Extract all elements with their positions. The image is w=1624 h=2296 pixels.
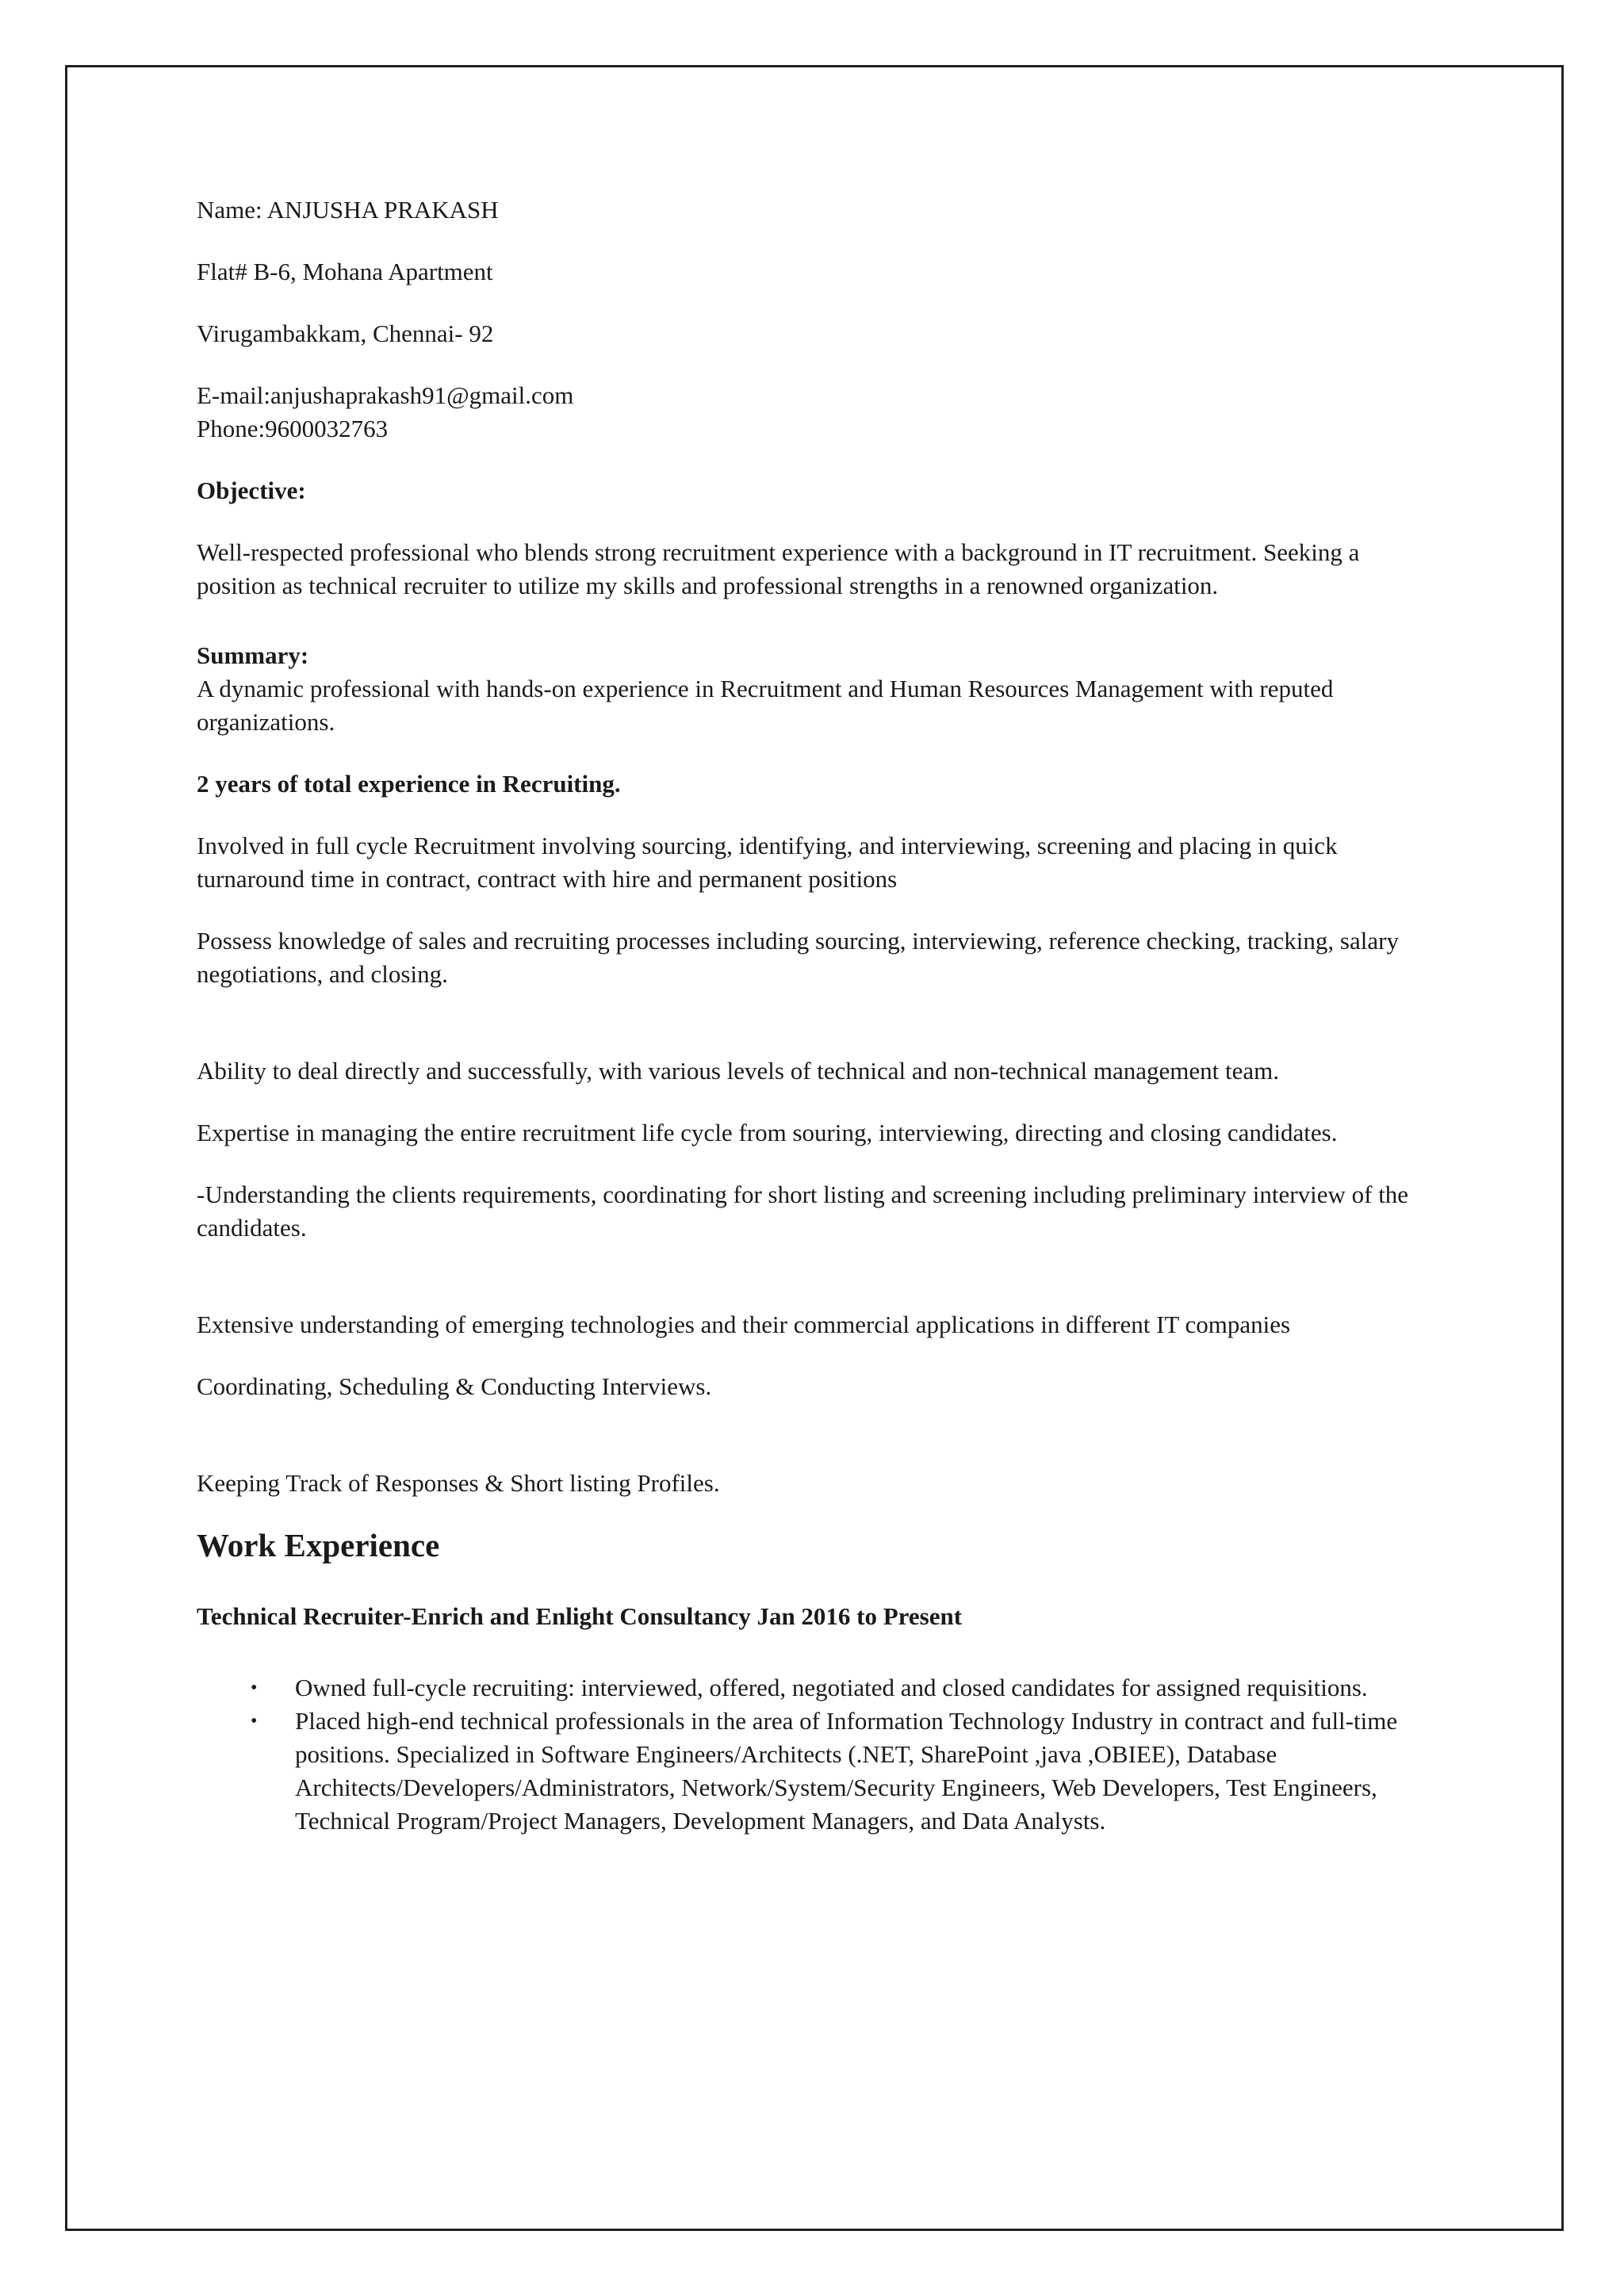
summary-point-8: Keeping Track of Responses & Short listing Profiles. [197, 1469, 720, 1497]
summary-point-2: Possess knowledge of sales and recruiting processes including sourcing, interviewing, reference checking, tracking, salary negotiations, and closing. [197, 927, 1399, 988]
job-bullet-text: Owned full-cycle recruiting: interviewed, offered, negotiated and closed candidates for assigned requisitions. [295, 1674, 1368, 1701]
email-line: E-mail:anjushaprakash91@gmail.com [197, 381, 574, 409]
summary-point-7: Coordinating, Scheduling & Conducting Interviews. [197, 1372, 712, 1400]
address-line-1: Flat# B-6, Mohana Apartment [197, 258, 493, 285]
job-bullet-list [197, 1671, 1434, 1838]
work-experience-heading: Work Experience [197, 1527, 440, 1563]
candidate-name: Name: ANJUSHA PRAKASH [197, 196, 499, 224]
summary-text: A dynamic professional with hands-on experience in Recruitment and Human Resources Management with reputed organizations. [197, 675, 1334, 736]
summary-heading: Summary: [197, 641, 309, 669]
summary-point-6: Extensive understanding of emerging technologies and their commercial applications in different IT companies [197, 1311, 1291, 1338]
bullet-icon: • [251, 1678, 258, 1698]
phone-line: Phone:9600032763 [197, 415, 389, 442]
job-bullet-text: Placed high-end technical professionals in the area of Information Technology Industry in contract and full-time positions. Specialized in Software Engineers/Architects (.NET, SharePoint ,java ,OBIEE), Database Architects/Developers/Administrators, Network/System/Security Engineers, Web Developers, Test Engineers, Technical Program/Project Managers, Development Managers, and Data Analysts. [295, 1707, 1398, 1835]
list-item [197, 1705, 1434, 1838]
list-item [197, 1671, 1434, 1705]
experience-total: 2 years of total experience in Recruiting. [197, 770, 621, 798]
summary-point-1: Involved in full cycle Recruitment involving sourcing, identifying, and interviewing, screening and placing in quick turnaround time in contract, contract with hire and permanent positions [197, 832, 1338, 893]
resume-body [197, 193, 1434, 1838]
summary-point-5: -Understanding the clients requirements, coordinating for short listing and screening including preliminary interview of the candidates. [197, 1181, 1409, 1242]
objective-text: Well-respected professional who blends strong recruitment experience with a background in IT recruitment. Seeking a position as technical recruiter to utilize my skills and professional strengths in a renowned organization. [197, 538, 1360, 599]
summary-point-4: Expertise in managing the entire recruitment life cycle from souring, interviewing, directing and closing candidates. [197, 1119, 1338, 1146]
bullet-icon: • [251, 1711, 258, 1732]
summary-point-3: Ability to deal directly and successfully, with various levels of technical and non-technical management team. [197, 1057, 1279, 1085]
job-title: Technical Recruiter-Enrich and Enlight Consultancy Jan 2016 to Present [197, 1602, 963, 1630]
objective-heading: Objective: [197, 476, 306, 504]
address-line-2: Virugambakkam, Chennai- 92 [197, 320, 494, 347]
